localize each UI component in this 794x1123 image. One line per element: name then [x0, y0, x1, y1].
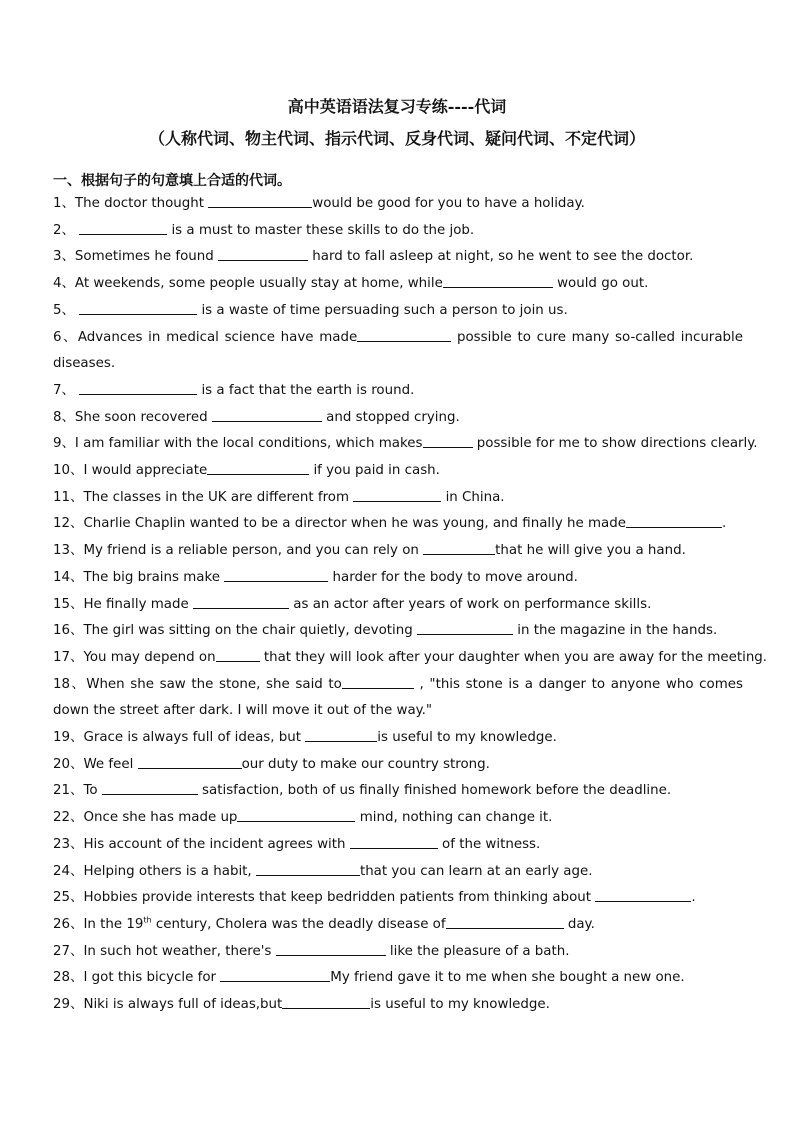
question-text-after: our duty to make our country strong.	[241, 756, 490, 772]
question-text-after: is a waste of time persuading such a person to join us.	[197, 302, 568, 318]
question-text-after: that he will give you a hand.	[495, 543, 686, 559]
question-text-after: that you can learn at an early age.	[359, 863, 593, 879]
answer-blank[interactable]	[350, 834, 438, 849]
question-number: 15、	[53, 596, 84, 612]
question-number: 20、	[53, 756, 84, 772]
page-subtitle: （人称代词、物主代词、指示代词、反身代词、疑问代词、不定代词）	[148, 129, 645, 148]
question-item	[53, 565, 743, 592]
question-item	[53, 244, 743, 271]
question-item	[53, 511, 743, 538]
answer-blank[interactable]	[305, 727, 377, 742]
question-number: 5、	[53, 302, 75, 318]
question-text-before: The big brains make	[83, 569, 225, 585]
question-number: 28、	[53, 970, 84, 986]
question-text-after: .	[722, 516, 727, 532]
question-text-before: In such hot weather, there's	[83, 943, 276, 959]
question-item	[53, 992, 743, 1019]
question-text-before: The classes in the UK are different from	[83, 489, 354, 505]
question-number: 21、	[53, 783, 84, 799]
question-text-before: You may depend on	[83, 649, 216, 665]
question-text-after: day.	[563, 916, 595, 932]
question-text-after: and stopped crying.	[321, 409, 460, 425]
answer-blank[interactable]	[79, 300, 197, 315]
question-item	[53, 912, 743, 939]
question-text-before: Helping others is a habit,	[83, 863, 256, 879]
answer-blank[interactable]	[353, 487, 441, 502]
question-number: 27、	[53, 943, 84, 959]
question-text-before: The doctor thought	[74, 196, 209, 211]
question-item	[53, 725, 743, 752]
question-text-after: My friend gave it to me when she bought a new one.	[330, 970, 685, 986]
question-text-before: At weekends, some people usually stay at home, while	[74, 276, 443, 292]
question-text-before: I would appreciate	[83, 463, 208, 479]
question-text-before: We feel	[83, 756, 138, 772]
answer-blank[interactable]	[193, 594, 289, 609]
question-text-after: that they will look after your daughter when you are away for the meeting.	[259, 649, 768, 665]
question-item	[53, 885, 743, 912]
question-item	[53, 618, 743, 645]
question-text-after: , "this stone is a danger to anyone who comes down the street after dark. I will move it out of the way."	[53, 676, 743, 719]
page-title: 高中英语语法复习专练----代词	[287, 97, 507, 116]
question-item	[53, 778, 743, 805]
question-text-after: harder for the body to move around.	[328, 569, 578, 585]
question-number: 26、	[53, 916, 84, 932]
answer-blank[interactable]	[212, 407, 322, 422]
question-item	[53, 832, 743, 859]
question-number: 23、	[53, 836, 84, 852]
question-number: 25、	[53, 890, 84, 906]
answer-blank[interactable]	[282, 994, 370, 1009]
question-item	[53, 405, 743, 432]
answer-blank[interactable]	[256, 861, 360, 876]
question-item	[53, 218, 743, 245]
question-item	[53, 485, 743, 512]
question-item	[53, 378, 743, 405]
question-item	[53, 752, 743, 779]
question-item	[53, 325, 743, 378]
question-number: 24、	[53, 863, 84, 879]
answer-blank[interactable]	[79, 380, 197, 395]
question-item	[53, 592, 743, 619]
question-text-after: possible to cure many so-called incurable diseases.	[53, 329, 743, 372]
question-text-before: I got this bicycle for	[83, 970, 221, 986]
answer-blank[interactable]	[220, 967, 330, 982]
question-text-after: is a must to master these skills to do the job.	[167, 222, 475, 238]
question-number: 9、	[53, 436, 75, 452]
question-item	[53, 645, 768, 672]
question-number: 8、	[53, 409, 75, 425]
answer-blank[interactable]	[102, 780, 198, 795]
question-item	[53, 191, 743, 218]
question-text-before: When she saw the stone, she said to	[86, 676, 342, 692]
question-number: 7、	[53, 382, 75, 398]
question-text-before: Grace is always full of ideas, but	[83, 730, 306, 746]
question-item	[53, 458, 743, 485]
question-text-before: To	[83, 783, 102, 799]
question-text-after: like the pleasure of a bath.	[385, 943, 570, 959]
question-number: 14、	[53, 569, 84, 585]
question-text-before: Sometimes he found	[74, 249, 219, 265]
question-number: 3、	[53, 249, 75, 265]
question-text-after: in the magazine in the hands.	[512, 623, 718, 639]
question-text-before: Once she has made up	[83, 810, 238, 826]
question-number: 2、	[53, 222, 75, 238]
question-text-before: I am familiar with the local conditions, which makes	[74, 436, 423, 452]
answer-blank[interactable]	[423, 540, 495, 555]
superscript-text: th	[143, 915, 152, 925]
question-item	[53, 939, 743, 966]
question-text-before: The girl was sitting on the chair quietly, devoting	[83, 623, 417, 639]
answer-blank[interactable]	[276, 941, 386, 956]
question-text-after: is a fact that the earth is round.	[197, 382, 415, 398]
question-number: 17、	[53, 649, 84, 665]
question-text-before: He finally made	[83, 596, 193, 612]
answer-blank[interactable]	[417, 620, 513, 635]
question-text-after: is useful to my knowledge.	[377, 730, 557, 746]
question-text-before: Niki is always full of ideas,but	[83, 997, 283, 1013]
question-number: 19、	[53, 730, 84, 746]
question-list	[53, 191, 768, 1019]
question-number: 6、	[53, 329, 78, 345]
question-text-before: Charlie Chaplin wanted to be a director when he was young, and finally he made	[83, 516, 626, 532]
question-number: 1、	[53, 196, 75, 211]
answer-blank[interactable]	[208, 193, 312, 208]
question-number: 12、	[53, 516, 84, 532]
answer-blank[interactable]	[423, 433, 473, 448]
question-text-after: is useful to my knowledge.	[370, 997, 550, 1013]
question-number: 10、	[53, 463, 84, 479]
section-heading: 一、根据句子的句意填上合适的代词。	[53, 173, 291, 189]
question-number: 22、	[53, 810, 84, 826]
answer-blank[interactable]	[443, 273, 553, 288]
question-text-after: .	[691, 890, 696, 906]
question-number: 29、	[53, 997, 84, 1013]
answer-blank[interactable]	[626, 513, 722, 528]
question-item	[53, 805, 743, 832]
answer-blank[interactable]	[216, 647, 260, 662]
question-number: 16、	[53, 623, 84, 639]
question-text-after: as an actor after years of work on performance skills.	[289, 596, 652, 612]
question-item	[53, 271, 743, 298]
question-text-after: mind, nothing can change it.	[355, 810, 553, 826]
question-text-after: possible for me to show directions clearly.	[472, 436, 758, 452]
answer-blank[interactable]	[218, 246, 308, 261]
question-text-before: Advances in medical science have made	[77, 329, 358, 345]
question-item	[53, 859, 743, 886]
question-item	[53, 965, 743, 992]
answer-blank[interactable]	[224, 567, 328, 582]
question-text-after: satisfaction, both of us finally finished homework before the deadline.	[197, 783, 672, 799]
answer-blank[interactable]	[138, 754, 242, 769]
question-text-before: In the 19	[83, 916, 144, 932]
question-text-before: Hobbies provide interests that keep bedridden patients from thinking about	[83, 890, 596, 906]
answer-blank[interactable]	[79, 220, 167, 235]
question-item	[53, 431, 758, 458]
question-number: 18、	[53, 676, 87, 692]
question-text-after: in China.	[441, 489, 505, 505]
answer-blank[interactable]	[237, 807, 355, 822]
question-text-after: hard to fall asleep at night, so he went to see the doctor.	[308, 249, 694, 265]
question-item	[53, 298, 743, 325]
answer-blank[interactable]	[207, 460, 309, 475]
answer-blank[interactable]	[595, 887, 691, 902]
question-text-after: of the witness.	[437, 836, 541, 852]
question-text-before: His account of the incident agrees with	[83, 836, 350, 852]
question-number: 13、	[53, 543, 84, 559]
question-text-before: century, Cholera was the deadly disease of	[151, 916, 446, 932]
answer-blank[interactable]	[446, 914, 564, 929]
answer-blank[interactable]	[357, 327, 451, 342]
question-number: 11、	[53, 489, 84, 505]
answer-blank[interactable]	[342, 674, 414, 689]
question-text-after: would go out.	[552, 276, 649, 292]
question-text-after: if you paid in cash.	[309, 463, 440, 479]
question-text-before: My friend is a reliable person, and you can rely on	[83, 543, 424, 559]
question-text-before: She soon recovered	[74, 409, 212, 425]
question-item	[53, 538, 743, 565]
question-text-after: would be good for you to have a holiday.	[312, 196, 585, 211]
question-number: 4、	[53, 276, 75, 292]
question-item	[53, 672, 743, 725]
